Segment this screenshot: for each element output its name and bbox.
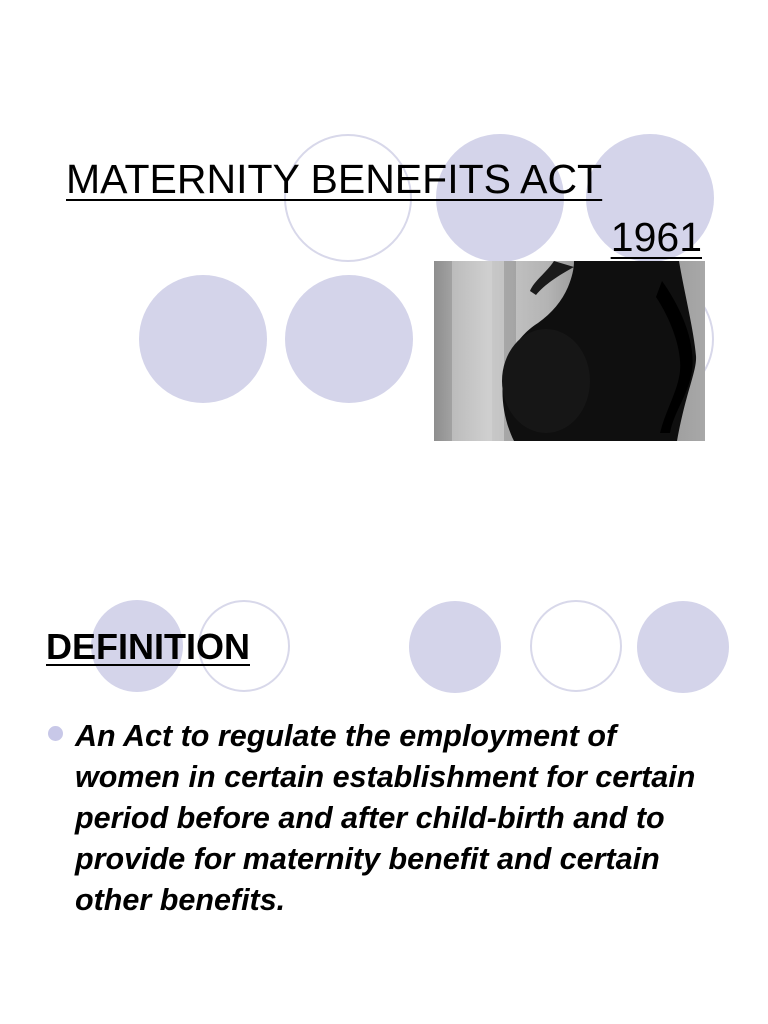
decor-circle: [409, 601, 501, 693]
definition-heading: DEFINITION: [46, 626, 250, 667]
bullet-dot-icon: [48, 726, 63, 741]
decor-circle: [139, 275, 267, 403]
slide-title: [66, 150, 706, 266]
decor-circle: [530, 600, 622, 692]
title-line-1: MATERNITY BENEFITS ACT: [66, 156, 603, 202]
definition-bullet-text: An Act to regulate the employment of women in certain establishment for certain period before and after child-birth and to provide for maternity benefit and certain other benefits.: [75, 719, 696, 917]
pregnant-woman-photo: [434, 261, 705, 441]
title-line-2: 1961: [610, 214, 702, 260]
decor-circle: [637, 601, 729, 693]
pregnant-silhouette-image: [434, 261, 705, 441]
decor-circle: [285, 275, 413, 403]
